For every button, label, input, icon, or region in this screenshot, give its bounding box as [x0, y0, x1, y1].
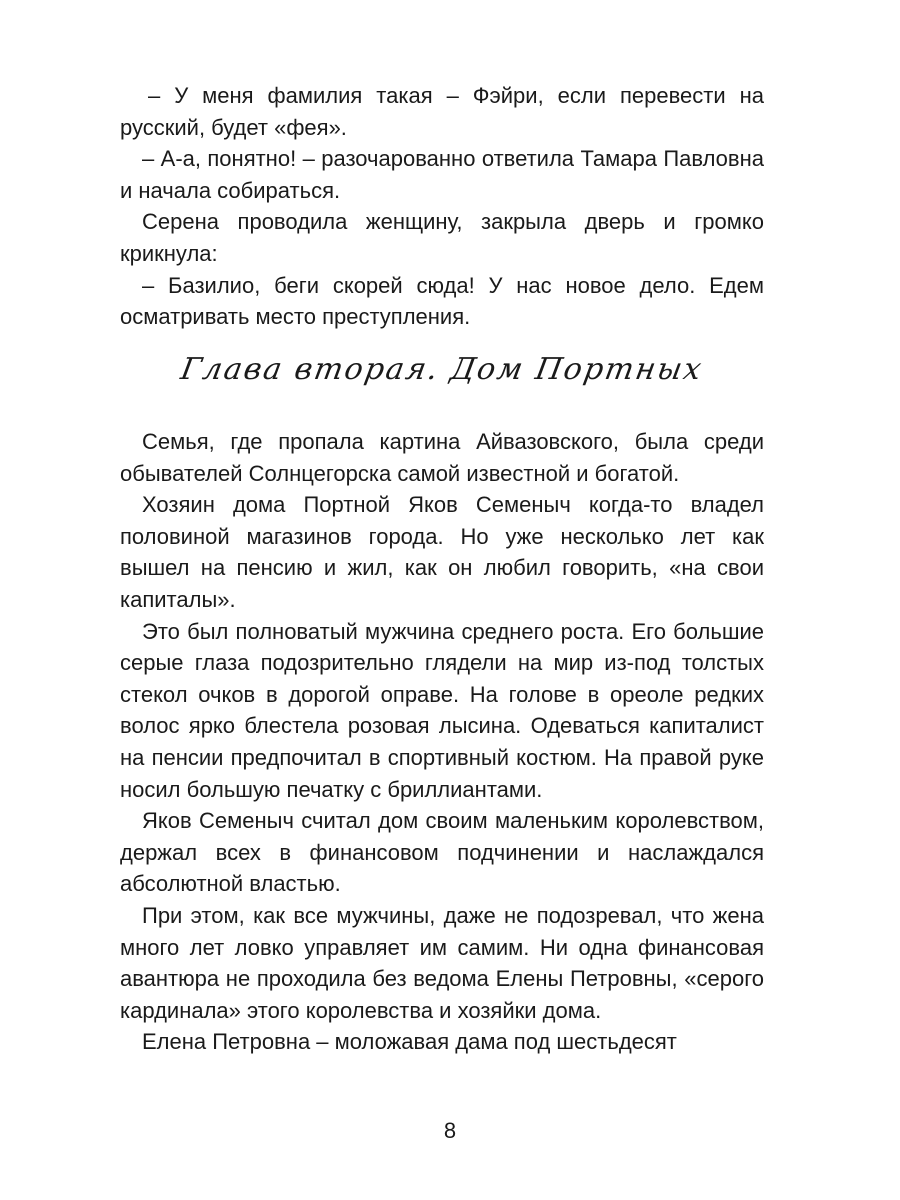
paragraph: – У меня фамилия такая – Фэйри, если перевести на русский, будет «фея». — [120, 83, 764, 140]
paragraph: Хозяин дома Портной Яков Семеныч когда-то владел половиной магазинов города. Но уже несколько лет как вышел на пенсию и жил, как он любил говорить, «на свои капиталы». — [120, 492, 764, 612]
top-text-block — [120, 80, 764, 333]
paragraph: Серена проводила женщину, закрыла дверь и громко крикнула: — [120, 209, 764, 266]
paragraph: Яков Семеныч считал дом своим маленьким королевством, держал всех в финансовом подчинении и наслаждался абсолютной властью. — [120, 808, 764, 897]
paragraph: Семья, где пропала картина Айвазовского, была среди обывателей Солнцегорска самой известной и богатой. — [120, 429, 764, 486]
page-number: 8 — [443, 1118, 457, 1143]
main-text-block — [120, 426, 764, 1058]
paragraph: Это был полноватый мужчина среднего роста. Его большие серые глаза подозрительно глядели на мир из-под толстых стекол очков в дорогой оправе. На голове в ореоле редких волос ярко блестела розовая лысина. Одеваться капиталист на пенсии предпочитал в спортивный костюм. На правой руке носил большую печатку с бриллиантами. — [120, 618, 764, 802]
paragraph: Елена Петровна – моложавая дама под шестьдесят — [142, 1029, 677, 1055]
chapter-heading: Глава вторая. Дом Портных — [178, 352, 706, 387]
paragraph: – Базилио, беги скорей сюда! У нас новое дело. Едем осматривать место преступления. — [120, 272, 764, 330]
paragraph: При этом, как все мужчины, даже не подозревал, что жена много лет ловко управляет им самим. Ни одна финансовая авантюра не проходила без ведома Елены Петровны, «серого кардинала» этого королевства и хозяйки дома. — [120, 902, 764, 1023]
paragraph: – А-а, понятно! – разочарованно ответила Тамара Павловна и начала собираться. — [120, 146, 764, 203]
